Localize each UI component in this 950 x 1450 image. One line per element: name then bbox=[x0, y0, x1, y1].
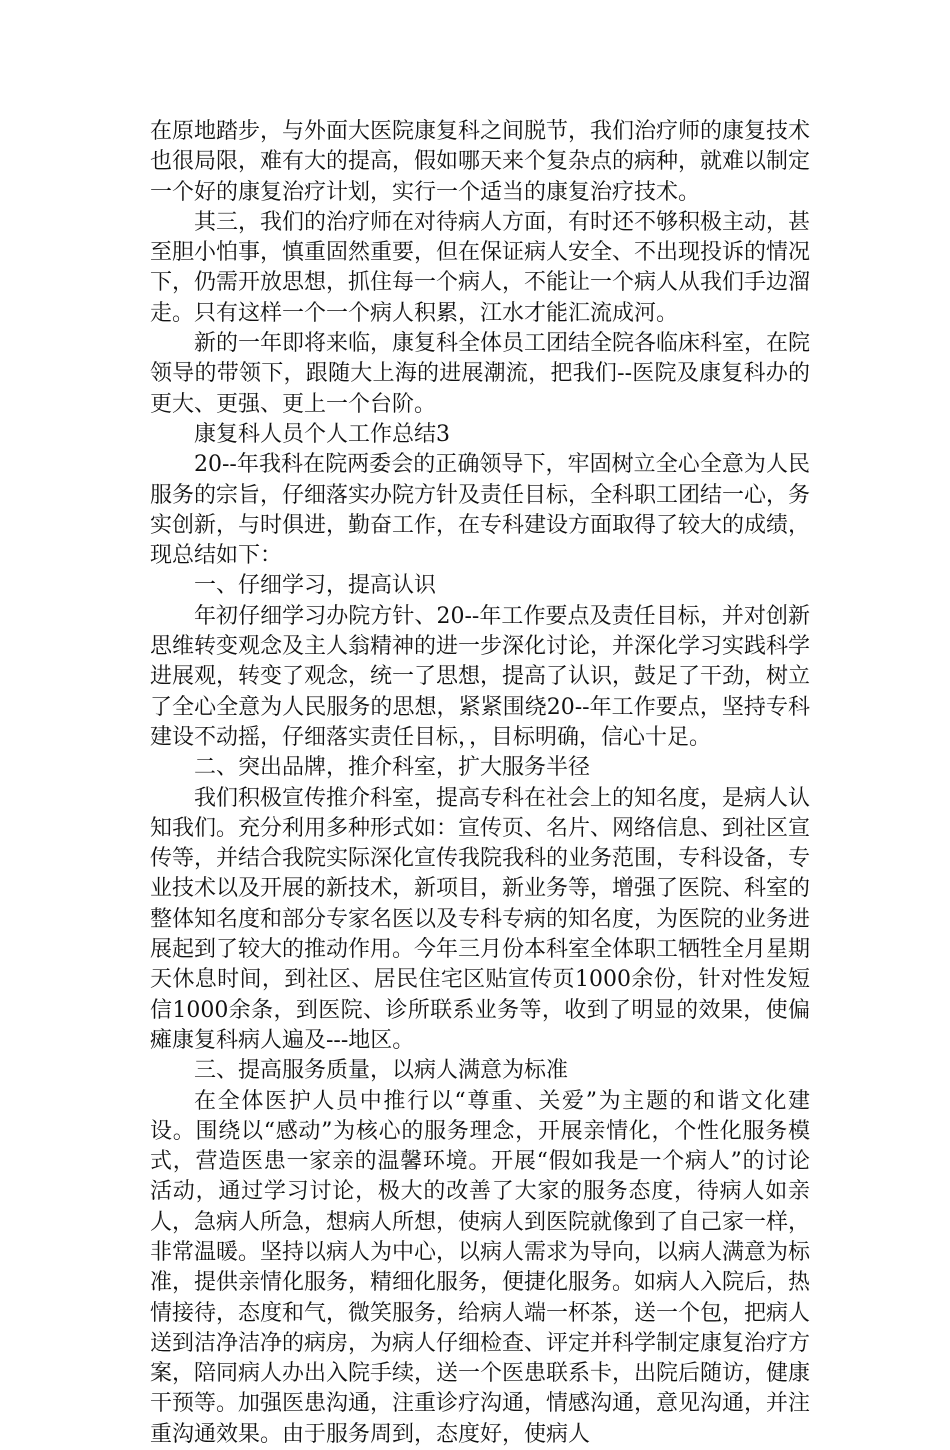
heading-2: 二、突出品牌，推介科室，扩大服务半径 bbox=[150, 753, 810, 783]
paragraph-5: 20--年我科在院两委会的正确领导下，牢固树立全心全意为人民服务的宗旨，仔细落实办院方针及责任目标，全科职工团结一心，务实创新，与时俱进，勤奋工作，在专科建设方面取得了较大的成绩，现总结如下： bbox=[150, 450, 810, 571]
heading-1: 一、仔细学习，提高认识 bbox=[150, 571, 810, 601]
heading-3: 三、提高服务质量，以病人满意为标准 bbox=[150, 1056, 810, 1086]
paragraph-7: 年初仔细学习办院方针、20--年工作要点及责任目标，并对创新思维转变观念及主人翁精神的进一步深化讨论，并深化学习实践科学进展观，转变了观念，统一了思想，提高了认识，鼓足了干劲，树立了全心全意为人民服务的思想，紧紧围绕20--年工作要点，坚持专科建设不动摇，仔细落实责任目标，，目标明确，信心十足。 bbox=[150, 602, 810, 753]
paragraph-3: 新的一年即将来临，康复科全体员工团结全院各临床科室，在院领导的带领下，跟随大上海的进展潮流，把我们--医院及康复科办的更大、更强、更上一个台阶。 bbox=[150, 329, 810, 420]
paragraph-9: 我们积极宣传推介科室，提高专科在社会上的知名度，是病人认知我们。充分利用多种形式如：宣传页、名片、网络信息、到社区宣传等，并结合我院实际深化宣传我院我科的业务范围，专科设备，专业技术以及开展的新技术，新项目，新业务等，增强了医院、科室的整体知名度和部分专家名医以及专科专病的知名度，为医院的业务进展起到了较大的推动作用。今年三月份本科室全体职工牺牲全月星期天休息时间，到社区、居民住宅区贴宣传页1000余份，针对性发短信1000余条，到医院、诊所联系业务等，收到了明显的效果，使偏瘫康复科病人遍及---地区。 bbox=[150, 784, 810, 1057]
paragraph-11: 在全体医护人员中推行以“尊重、关爱”为主题的和谐文化建设。围绕以“感动”为核心的服务理念，开展亲情化，个性化服务模式，营造医患一家亲的温馨环境。开展“假如我是一个病人”的讨论活动，通过学习讨论，极大的改善了大家的服务态度，待病人如亲人，急病人所急，想病人所想，使病人到医院就像到了自己家一样，非常温暖。坚持以病人为中心，以病人需求为导向，以病人满意为标准，提供亲情化服务，精细化服务，便捷化服务。如病人入院后，热情接待，态度和气，微笑服务，给病人端一杯茶，送一个包，把病人送到洁净洁净的病房，为病人仔细检查、评定并科学制定康复治疗方案，陪同病人办出入院手续，送一个医患联系卡，出院后随访，健康干预等。加强医患沟通，注重诊疗沟通，情感沟通，意见沟通，并注重沟通效果。由于服务周到，态度好，使病人 bbox=[150, 1087, 810, 1450]
section-title: 康复科人员个人工作总结3 bbox=[150, 420, 810, 450]
paragraph-2: 其三，我们的治疗师在对待病人方面，有时还不够积极主动，甚至胆小怕事，慎重固然重要，但在保证病人安全、不出现投诉的情况下，仍需开放思想，抓住每一个病人，不能让一个病人从我们手边溜走。只有这样一个一个病人积累，江水才能汇流成河。 bbox=[150, 208, 810, 329]
paragraph-1: 在原地踏步，与外面大医院康复科之间脱节，我们治疗师的康复技术也很局限，难有大的提高，假如哪天来个复杂点的病种，就难以制定一个好的康复治疗计划，实行一个适当的康复治疗技术。 bbox=[150, 117, 810, 208]
document-page bbox=[150, 117, 810, 1450]
